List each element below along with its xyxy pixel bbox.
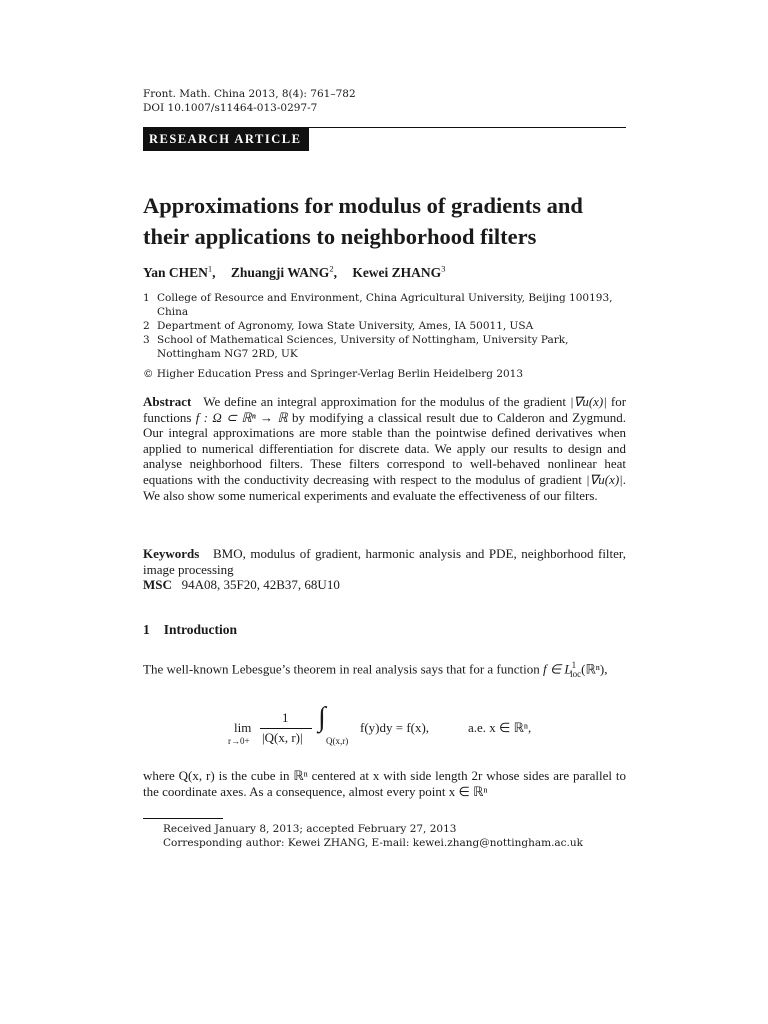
affiliation: 1 College of Resource and Environment, China Agricultural University, Beijing 100193, China: [143, 292, 613, 318]
journal-header: [143, 87, 356, 115]
journal-doi: DOI 10.1007/s11464-013-0297-7: [143, 102, 318, 114]
footnote-rule: [143, 818, 223, 819]
keywords-text: BMO, modulus of gradient, harmonic analysis and PDE, neighborhood filter, image processing: [143, 546, 626, 577]
title-line-1: Approximations for modulus of gradients and: [143, 193, 583, 218]
title-line-2: their applications to neighborhood filters: [143, 224, 537, 249]
corresponding-author: Corresponding author: Kewei ZHANG, E-mail: kewei.zhang@nottingham.ac.uk: [163, 837, 584, 849]
author: Yan CHEN$^1$,: [143, 263, 216, 280]
affiliation: 2 Department of Agronomy, Iowa State University, Ames, IA 50011, USA: [143, 320, 534, 332]
journal-citation: Front. Math. China 2013, 8(4): 761–782: [143, 88, 356, 100]
affiliation: Nottingham NG7 2RD, UK: [157, 348, 298, 360]
msc-codes: 94A08, 35F20, 42B37, 68U10: [181, 577, 340, 593]
msc-label: MSC: [143, 577, 172, 593]
author-list: [143, 263, 445, 281]
keywords: [143, 546, 626, 593]
research-article-badge: RESEARCH ARTICLE: [143, 127, 309, 151]
abstract-label: Abstract: [143, 394, 192, 409]
footnotes: [163, 822, 583, 850]
paper-title: [143, 190, 643, 252]
keywords-label: Keywords: [143, 546, 200, 561]
affiliation: 3 School of Mathematical Sciences, University of Nottingham, University Park,: [143, 334, 569, 346]
integral-sign: ∫: [318, 702, 326, 733]
intro-paragraph-1: The well-known Lebesgue’s theorem in real analysis says that for a function f ∈ $L^1_{loc}(ℝ^n)$,: [143, 660, 608, 679]
affiliations: [143, 291, 633, 361]
copyright-notice: © Higher Education Press and Springer-Verlag Berlin Heidelberg 2013: [143, 368, 524, 380]
lebesgue-formula: lim r→0+ 1 |Q(x, r)| ∫ Q(x,r) f(y)dy = f(x), a.e. x ∈ ℝⁿ,: [228, 702, 532, 746]
author: Zhuangji WANG$^2$,: [230, 263, 337, 280]
received-dates: Received January 8, 2013; accepted February 27, 2013: [163, 823, 457, 835]
abstract: Abstract We define an integral approximation for the modulus of the gradient |∇u(x)| for functions f : Ω ⊂ ℝⁿ → ℝ by modifying a classical result due to Calderon and Zygmund. Our integral approximations are more stable than the pointwise defined derivatives when applied to numerical differentiation for discrete data. We apply our results to design and analyse neighborhood filters. These filters correspond to well-behaved nonlinear heat equations with the conductivity decreasing with respect to the modulus of gradient |∇u(x)|. We also show some numerical experiments and evaluate the effectiveness of our filters.: [143, 394, 627, 503]
section-heading: 1 Introduction: [143, 622, 238, 637]
author: Kewei ZHANG$^3$: [352, 263, 446, 280]
intro-paragraph-2: where Q(x, r) is the cube in ℝⁿ centered at x with side length 2r whose sides are parallel to the coordinate axes. As a consequence, almost every point x ∈ ℝⁿ: [143, 768, 626, 799]
